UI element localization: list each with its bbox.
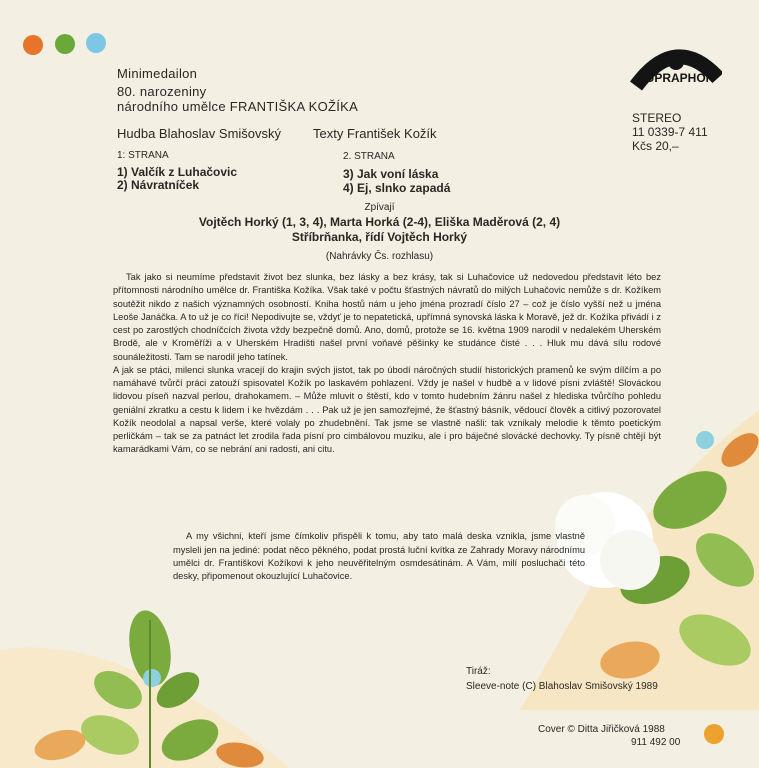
tiraz-label: Tiráž:	[466, 666, 491, 677]
sleeve-note-credit: Sleeve-note (C) Blahoslav Smišovský 1989	[466, 681, 658, 692]
supraphon-logo-icon	[630, 38, 722, 94]
logo-text: SUPRAPHON	[637, 71, 715, 85]
recordings-note: (Nahrávky Čs. rozhlasu)	[325, 251, 434, 262]
orange-dot-decoration-bottom	[704, 724, 724, 744]
cover-credit: Cover © Ditta Jiřičková 1988	[538, 724, 665, 735]
header-honoree: národního umělce FRANTIŠKA KOŽÍKA	[117, 99, 359, 114]
lyrics-credit: Texty František Kožík	[313, 126, 437, 141]
liner-notes	[113, 271, 661, 457]
orange-dot-decoration	[23, 35, 43, 55]
header-title: Minimedailon	[117, 66, 198, 81]
track-item: 4) Ej, slnko zapadá	[343, 181, 451, 195]
liner-notes-paragraph: A my všichni, kteří jsme čímkoliv přispěli k tomu, aby tato malá deska vznikla, jsme vlastně mysleli jen na jediné: podat něco pěkného, podat prostá luční kvítka ze Zahrady Moravy národnímu umělci dr. Františkovi Kožíkovi k jeho neuvěřitelným osmdesátinám. A Vám, milí posluchači této desky, připomenout okouzlující Luhačovice.	[173, 531, 585, 582]
performers-line1: Vojtěch Horký (1, 3, 4), Marta Horká (2-4), Eliška Maděrová (2, 4)	[198, 215, 561, 229]
foliage-illustration-left	[0, 590, 300, 768]
liner-notes-paragraph: A jak se ptáci, milenci slunka vracejí do krajin svých jistot, tak po úbodí náročných studií historických pramenů ke svým dílčím a po namáhavé tvůrčí práci zatouží spisovatel Kožík po laskavém pohlazení. Vždy je našel v hudbě a v lidové písni zvláště! Slováckou lidovou píseň nazval perlou, drahokamem. – Může mluvit o štěstí, kdo v tomto hudebním žánru našel z hlediska tvůrčího pohledu geniální zkratku a cestu k lidem i ke hvězdám . . . Pak už je jen samozřejmé, že šťastný básník, vědoucí člověk a citlivý pozorovatel Kožík neodolal a napsal verše, které volaly po zhudebnění. Tak jsme se vlastně našli: tak vznikaly melodie k těmto poetickým perličkám – tak se za patnáct let zrodila řada písní pro cimbálovou muziku, ale i pro báječné slovácké dechovky. Ty písně chtějí být kamarádkami Vám, co se nebrání ani radosti, ani citu.	[113, 364, 661, 455]
performers-heading: Zpívají	[364, 202, 395, 213]
performers-line2: Stříbrňanka, řídí Vojtěch Horký	[291, 230, 468, 244]
header-subtitle: 80. narozeniny	[117, 84, 207, 99]
product-code: 911 492 00	[631, 737, 681, 748]
blue-dot-decoration	[86, 33, 106, 53]
liner-notes-closing	[173, 521, 585, 593]
side1-label: 1: STRANA	[117, 150, 169, 161]
stereo-label: STEREO	[632, 111, 682, 125]
green-dot-decoration	[55, 34, 75, 54]
side2-label: 2. STRANA	[343, 151, 395, 162]
price: Kčs 20,–	[632, 139, 679, 153]
music-credit: Hudba Blahoslav Smišovský	[117, 126, 282, 141]
liner-notes-paragraph: Tak jako si neumíme představit život bez slunka, bez lásky a bez krásy, tak si Luhačovice už nedovedou představit léto bez přítomnosti národního umělce dr. Františka Kožíka. Však také v počtu šťastných návratů do milých Luhačovic nemůže s dr. Kožíkem soutěžit nikdo z našich významných osobností. Kniha hostů nám u jeho jména prozradí číslo 27 – což je číslo vyšší než u jména Leoše Janáčka. A to už je co říci! Nepodivujte se, vždyť je to nepatetická, upřímná synovská láska k Moravě, jež dr. Kožíka přivádí i z cest po zarostlých chodníčcích života vždy bezpečně domů. Ano, domů, protože se 16. května 1909 narodil v nedalekém Uherském Brodě, ale v Kroměříži a v Uherském Hradišti našel první voňavé pěšinky ke studánce čisté . . . Hluk mu dává sílu rodové sounáležitosti. Tam se narodil jeho tatínek.	[113, 272, 661, 362]
track-item: 2) Návratníček	[117, 178, 200, 192]
track-item: 1) Valčík z Luhačovic	[117, 165, 238, 179]
catalog-number: 11 0339-7 411	[632, 125, 708, 139]
track-item: 3) Jak voní láska	[343, 167, 439, 181]
